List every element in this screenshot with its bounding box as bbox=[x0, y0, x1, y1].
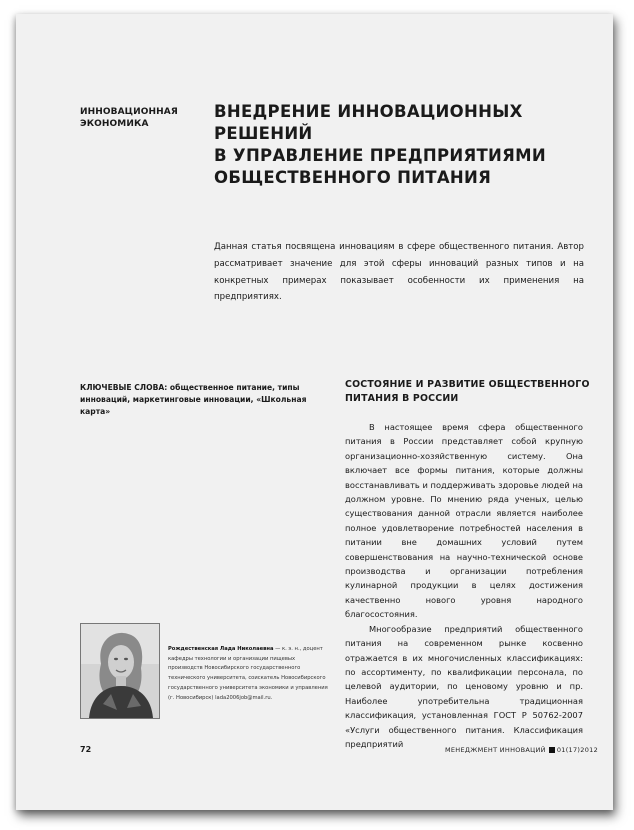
journal-footer bbox=[434, 746, 598, 754]
keywords: КЛЮЧЕВЫЕ СЛОВА: общественное питание, типы инноваций, маркетинговые инновации, «Школьная карта» bbox=[80, 383, 307, 416]
rubric-line-2: ЭКОНОМИКА bbox=[80, 119, 149, 129]
journal-name: МЕНЕДЖМЕНТ ИННОВАЦИЙ bbox=[444, 746, 546, 754]
article-abstract: Данная статья посвящена инновациям в сфере общественного питания. Автор рассматривает значение для этой сферы инноваций разных типов и на конкретных примерах показывает особенности их применения на предприятиях. bbox=[214, 242, 584, 303]
title-line-1: ВНЕДРЕНИЕ ИННОВАЦИОННЫХ РЕШЕНИЙ bbox=[214, 102, 523, 143]
author-photo bbox=[80, 623, 160, 719]
title-line-3: ОБЩЕСТВЕННОГО ПИТАНИЯ bbox=[214, 168, 492, 187]
author-info bbox=[168, 645, 328, 703]
body-paragraph-2: Многообразие предприятий общественного питания на современном рынке косвенно отражается в их многочисленных классификациях: по ассортименту, по квалификации персонала, по целевой аудитории, по ценовому уровню и пр. Наиболее употребительна традиционная классификация, установленная ГОСТ Р 50762-2007 «Услуги общественного питания. Классификация предприятий bbox=[345, 623, 583, 749]
journal-page bbox=[16, 14, 613, 810]
author-details: — к. э. н., доцент кафедры технологии и организации пищевых производств Новосибирского государственного технического университета, соискатель Новосибирского государственного университета экономики и управления (г. Новосибирск) lada2006job@mail.ru. bbox=[168, 646, 328, 701]
title-line-2: В УПРАВЛЕНИЕ ПРЕДПРИЯТИЯМИ bbox=[214, 146, 546, 165]
square-bullet-icon bbox=[549, 747, 555, 753]
journal-issue: 01(17)2012 bbox=[556, 746, 598, 754]
section-heading-line-1: СОСТОЯНИЕ И РАЗВИТИЕ ОБЩЕСТВЕННОГО bbox=[345, 379, 590, 390]
article-title bbox=[214, 101, 604, 189]
body-paragraph-1: В настоящее время сфера общественного питания в России представляет собой крупную организационно-хозяйственную систему. Она включает все формы питания, которые должны восстанавливать и поддерживать здоровье людей на должном уровне. По мнению ряда ученых, целью существования данной отрасли является наиболее полное удовлетворение потребностей населения в питании вне домашних условий путем совершенствования на научно-технической основе производства и организации потребления кулинарной продукции в целях достижения качественно нового уровня народного благосостояния. bbox=[345, 422, 583, 620]
page-number: 72 bbox=[80, 745, 92, 754]
rubric-line-1: ИННОВАЦИОННАЯ bbox=[80, 107, 178, 117]
section-heading-line-2: ПИТАНИЯ В РОССИИ bbox=[345, 392, 459, 404]
section-rubric bbox=[80, 106, 220, 130]
article-body bbox=[345, 420, 583, 751]
author-name: Рождественская Лада Николаевна bbox=[168, 646, 274, 652]
author-portrait-image bbox=[81, 624, 159, 718]
section-heading bbox=[345, 378, 607, 405]
